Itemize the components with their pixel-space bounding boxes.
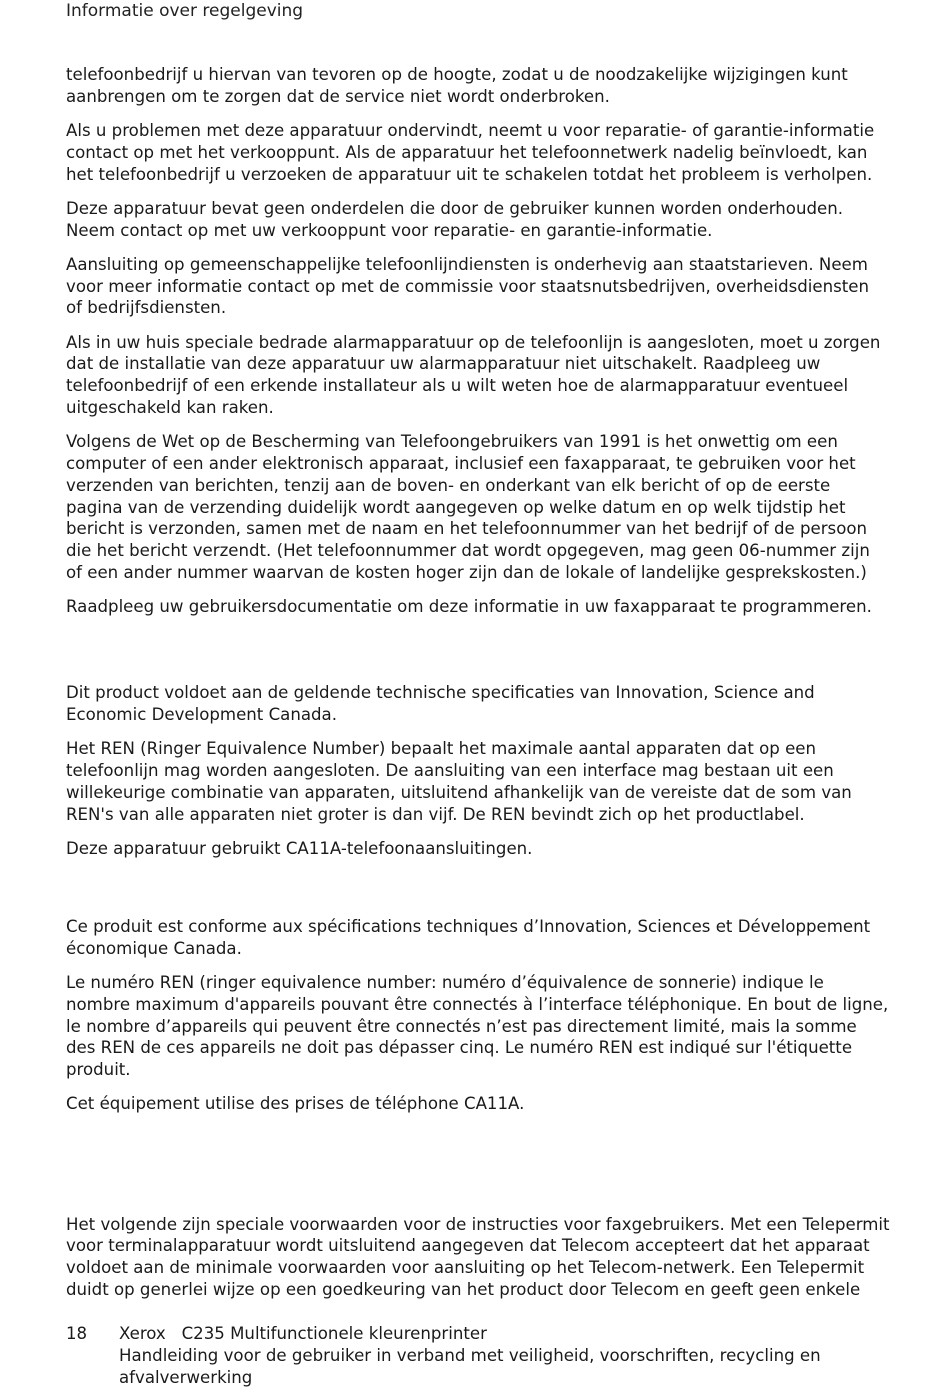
product-line: Xerox C235 Multifunctionele kleurenprinter	[119, 1324, 487, 1343]
paragraph: Raadpleeg uw gebruikersdocumentatie om deze informatie in uw faxapparaat te programmeren.	[66, 597, 872, 617]
section-gap	[66, 1128, 890, 1214]
paragraph: Als in uw huis speciale bedrade alarmapparatuur op de telefoonlijn is aangesloten, moet u zorgen dat de installatie van deze apparatuur uw alarmapparatuur niet uitschakelt. Raadpleeg uw telefoonbedrijf of een erkende installateur als u wilt weten hoe de alarmapparatuur eventueel uitgeschakeld kan raken.	[66, 332, 881, 417]
paragraph: Als u problemen met deze apparatuur ondervindt, neemt u voor reparatie- of garantie-informatie contact op met het verkooppunt. Als de apparatuur het telefoonnetwerk nadelig beïnvloedt, kan het telefoonbedrijf u verzoeken de apparatuur uit te schakelen totdat het probleem is verholpen.	[66, 120, 875, 184]
paragraph: Het volgende zijn speciale voorwaarden voor de instructies voor faxgebruikers. Met een Telepermit voor terminalapparatuur wordt uitsluitend aangegeven dat Telecom accepteert dat het apparaat voldoet aan de minimale voorwaarden voor aansluiting op het Telecom-netwerk. Een Telepermit duidt op generlei wijze op een goedkeuring van het product door Telecom en geeft geen enkele	[66, 1214, 890, 1299]
footer-text	[119, 1323, 859, 1388]
paragraph: Ce produit est conforme aux spécifications techniques d’Innovation, Sciences et Développement économique Canada.	[66, 917, 871, 958]
paragraph: Dit product voldoet aan de geldende technische specificaties van Innovation, Science and Economic Development Canada.	[66, 683, 815, 725]
paragraph: Volgens de Wet op de Bescherming van Telefoongebruikers van 1991 is het onwettig om een computer of een ander elektronisch apparaat, inclusief een faxapparaat, te gebruiken voor het verzenden van berichten, tenzij aan de boven- en onderkant van elk bericht of op de eerste pagina van de verzending duidelijk wordt aangegeven op welke datum en op welk tijdstip het bericht is verzonden, samen met de naam en het telefoonnummer van het bedrijf of de persoon die het bericht verzendt. (Het telefoonnummer dat wordt opgegeven, mag geen 06-nummer zijn of een ander nummer waarvan de kosten hoger zijn dan de lokale of landelijke gesprekskosten.)	[66, 432, 870, 582]
section-gap	[66, 872, 890, 916]
running-header: Informatie over regelgeving	[66, 1, 304, 21]
page-number: 18	[66, 1324, 88, 1343]
guide-title: Handleiding voor de gebruiker in verband met veiligheid, voorschriften, recycling en afvalverwerking	[119, 1345, 821, 1387]
paragraph: Cet équipement utilise des prises de téléphone CA11A.	[66, 1094, 525, 1114]
paragraph: Deze apparatuur gebruikt CA11A-telefoonaansluitingen.	[66, 838, 533, 858]
paragraph: Deze apparatuur bevat geen onderdelen die door de gebruiker kunnen worden onderhouden. Neem contact op met uw verkooppunt voor reparatie- en garantie-informatie.	[66, 198, 843, 240]
paragraph: Het REN (Ringer Equivalence Number) bepaalt het maximale aantal apparaten dat op een telefoonlijn mag worden aangesloten. De aansluiting van een interface mag bestaan uit een willekeurige combinatie van apparaten, uitsluitend afhankelijk van de vereiste dat de som van REN's van alle apparaten niet groter is dan vijf. De REN bevindt zich op het productlabel.	[66, 739, 852, 824]
paragraph: telefoonbedrijf u hiervan van tevoren op de hoogte, zodat u de noodzakelijke wijzigingen kunt aanbrengen om te zorgen dat de service niet wordt onderbroken.	[66, 65, 848, 106]
section-gap	[66, 630, 890, 682]
paragraph: Aansluiting op gemeenschappelijke telefoonlijndiensten is onderhevig aan staatstarieven. Neem voor meer informatie contact op met de commissie voor staatsnutsbedrijven, overheidsdiensten of bedrijfsdiensten.	[66, 254, 870, 318]
paragraph: Le numéro REN (ringer equivalence number: numéro d’équivalence de sonnerie) indique le nombre maximum d'appareils pouvant être connectés à l’interface téléphonique. En bout de ligne, le nombre d’appareils qui peuvent être connectés n’est pas directement limité, mais la somme des REN de ces appareils ne doit pas dépasser cinq. Le numéro REN est indiqué sur l'étiquette produit.	[66, 973, 889, 1080]
page-body	[66, 64, 890, 1313]
